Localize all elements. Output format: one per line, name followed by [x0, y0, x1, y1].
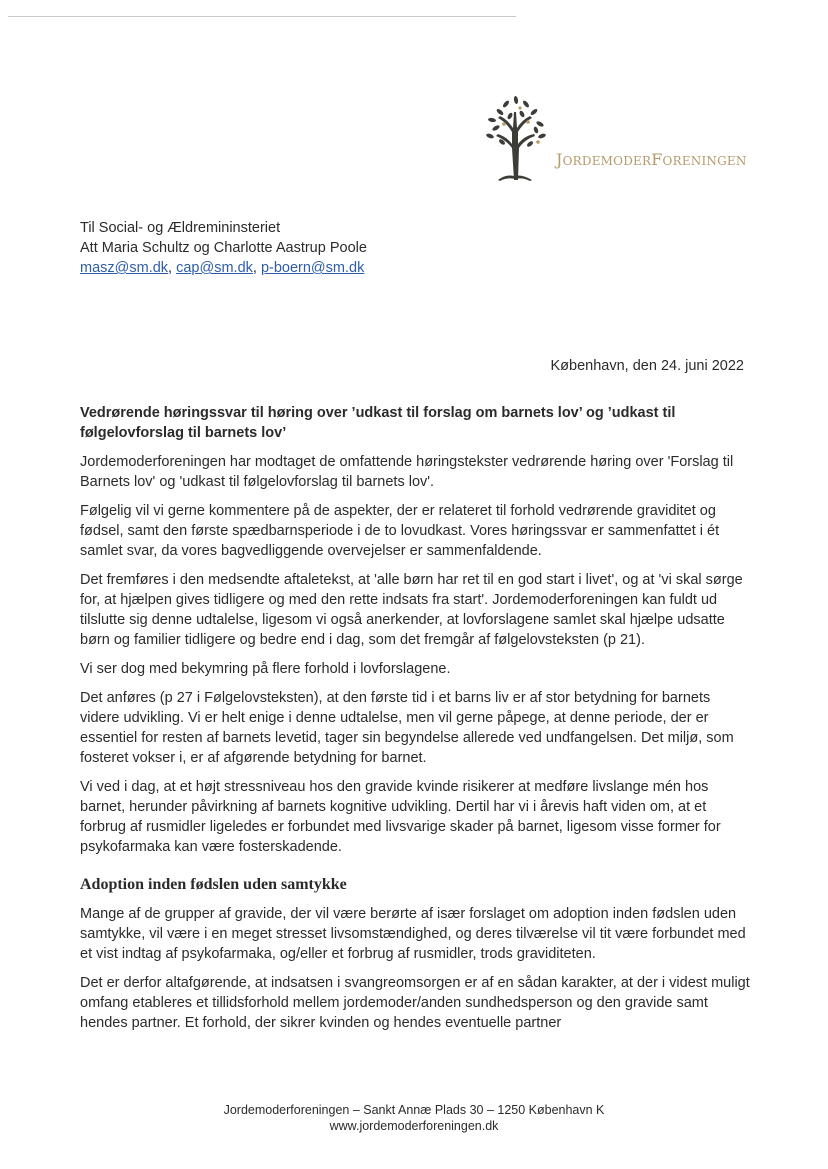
recipient-emails: masz@sm.dk, cap@sm.dk, p-boern@sm.dk — [80, 260, 365, 276]
organization-logo — [476, 92, 756, 184]
body-paragraph: Følgelig vil vi gerne kommentere på de aspekter, der er relateret til forhold vedrørende graviditet og fødsel, samt den første spædbarnsperiode i de to lovudkast. Vores høringssvar er sammenfattet i ét samlet svar, da vores bagvedliggende overvejelser er sammenfaldende. — [80, 503, 720, 559]
scan-edge-line — [8, 16, 516, 17]
letter-title: Vedrørende høringssvar til høring over ’udkast til forslag om barnets lov’ og ’udkast til følgelovforslag til barnets lov’ — [80, 405, 676, 441]
addressee-block — [80, 218, 367, 278]
body-paragraph: Jordemoderforeningen har modtaget de omfattende høringstekster vedrørende høring over 'Forslag til Barnets lov' og 'udkast til følgelovforslag til barnets lov'. — [80, 454, 734, 490]
recipient-attention: Att Maria Schultz og Charlotte Aastrup Poole — [80, 240, 367, 256]
footer-website[interactable]: www.jordemoderforeningen.dk — [329, 1119, 499, 1133]
email-link[interactable]: cap@sm.dk — [176, 260, 253, 276]
body-paragraph: Vi ser dog med bekymring på flere forhold i lovforslagene. — [80, 661, 451, 677]
body-paragraph: Det anføres (p 27 i Følgelovsteksten), at den første tid i et barns liv er af stor betydning for barnets videre udvikling. Vi er helt enige i denne udtalelse, men vil gerne påpege, at denne periode, der er essentiel for resten af barnets levetid, tager sin begyndelse allerede ved undfangelsen. Det miljø, som fosteret vokser i, er af afgørende betydning for barnet. — [80, 690, 734, 766]
footer-address: Jordemoderforeningen – Sankt Annæ Plads 30 – 1250 København K — [223, 1103, 605, 1117]
tree-icon — [476, 92, 556, 184]
letter-footer — [0, 1102, 828, 1134]
letter-date: København, den 24. juni 2022 — [550, 358, 744, 374]
body-paragraph: Det fremføres i den medsendte aftaletekst, at 'alle børn har ret til en god start i livet', og at 'vi skal sørge for, at hjælpen gives tidligere og med den rette indsats fra start'. Jordemoderforeningen kan fuldt ud tilslutte sig denne udtalelse, ligesom vi også anerkender, at lovforslagene samlet skal hjælpe udsatte børn og familier tidligere og bedre end i dag, som det fremgår af følgelovsteksten (p 21). — [80, 572, 743, 648]
letter-body — [80, 403, 752, 1042]
body-paragraph: Vi ved i dag, at et højt stressniveau hos den gravide kvinde risikerer at medføre livslange mén hos barnet, herunder påvirkning af barnets kognitive udvikling. Dertil har vi i årevis haft viden om, at et forbrug af rusmidler ligeledes er forbundet med livsvarige skader på barnet, ligesom visse former for psykofarmaka kan være fosterskadende. — [80, 779, 721, 855]
organization-name: JORDEMODERFORENINGEN — [556, 150, 747, 169]
email-link[interactable]: p-boern@sm.dk — [260, 260, 365, 276]
section-paragraph: Det er derfor altafgørende, at indsatsen i svangreomsorgen er af en sådan karakter, at der i videst muligt omfang etableres et tillidsforhold mellem jordemoder/anden sundhedsperson og den gravide samt hendes partner. Et forhold, der sikrer kvinden og hendes eventuelle partner — [80, 975, 750, 1031]
section-paragraph: Mange af de grupper af gravide, der vil være berørte af især forslaget om adoption inden fødslen uden samtykke, vil være i en meget stresset livsomstændighed, og deres tilværelse vil tit være forbundet med et vist indtag af psykofarmaka, og/eller et forbrug af rusmidler, trods graviditeten. — [80, 906, 746, 962]
email-link[interactable]: masz@sm.dk — [80, 260, 169, 276]
section-heading: Adoption inden fødslen uden samtykke — [80, 876, 347, 893]
recipient-ministry: Til Social- og Ældremininsteriet — [80, 220, 281, 236]
